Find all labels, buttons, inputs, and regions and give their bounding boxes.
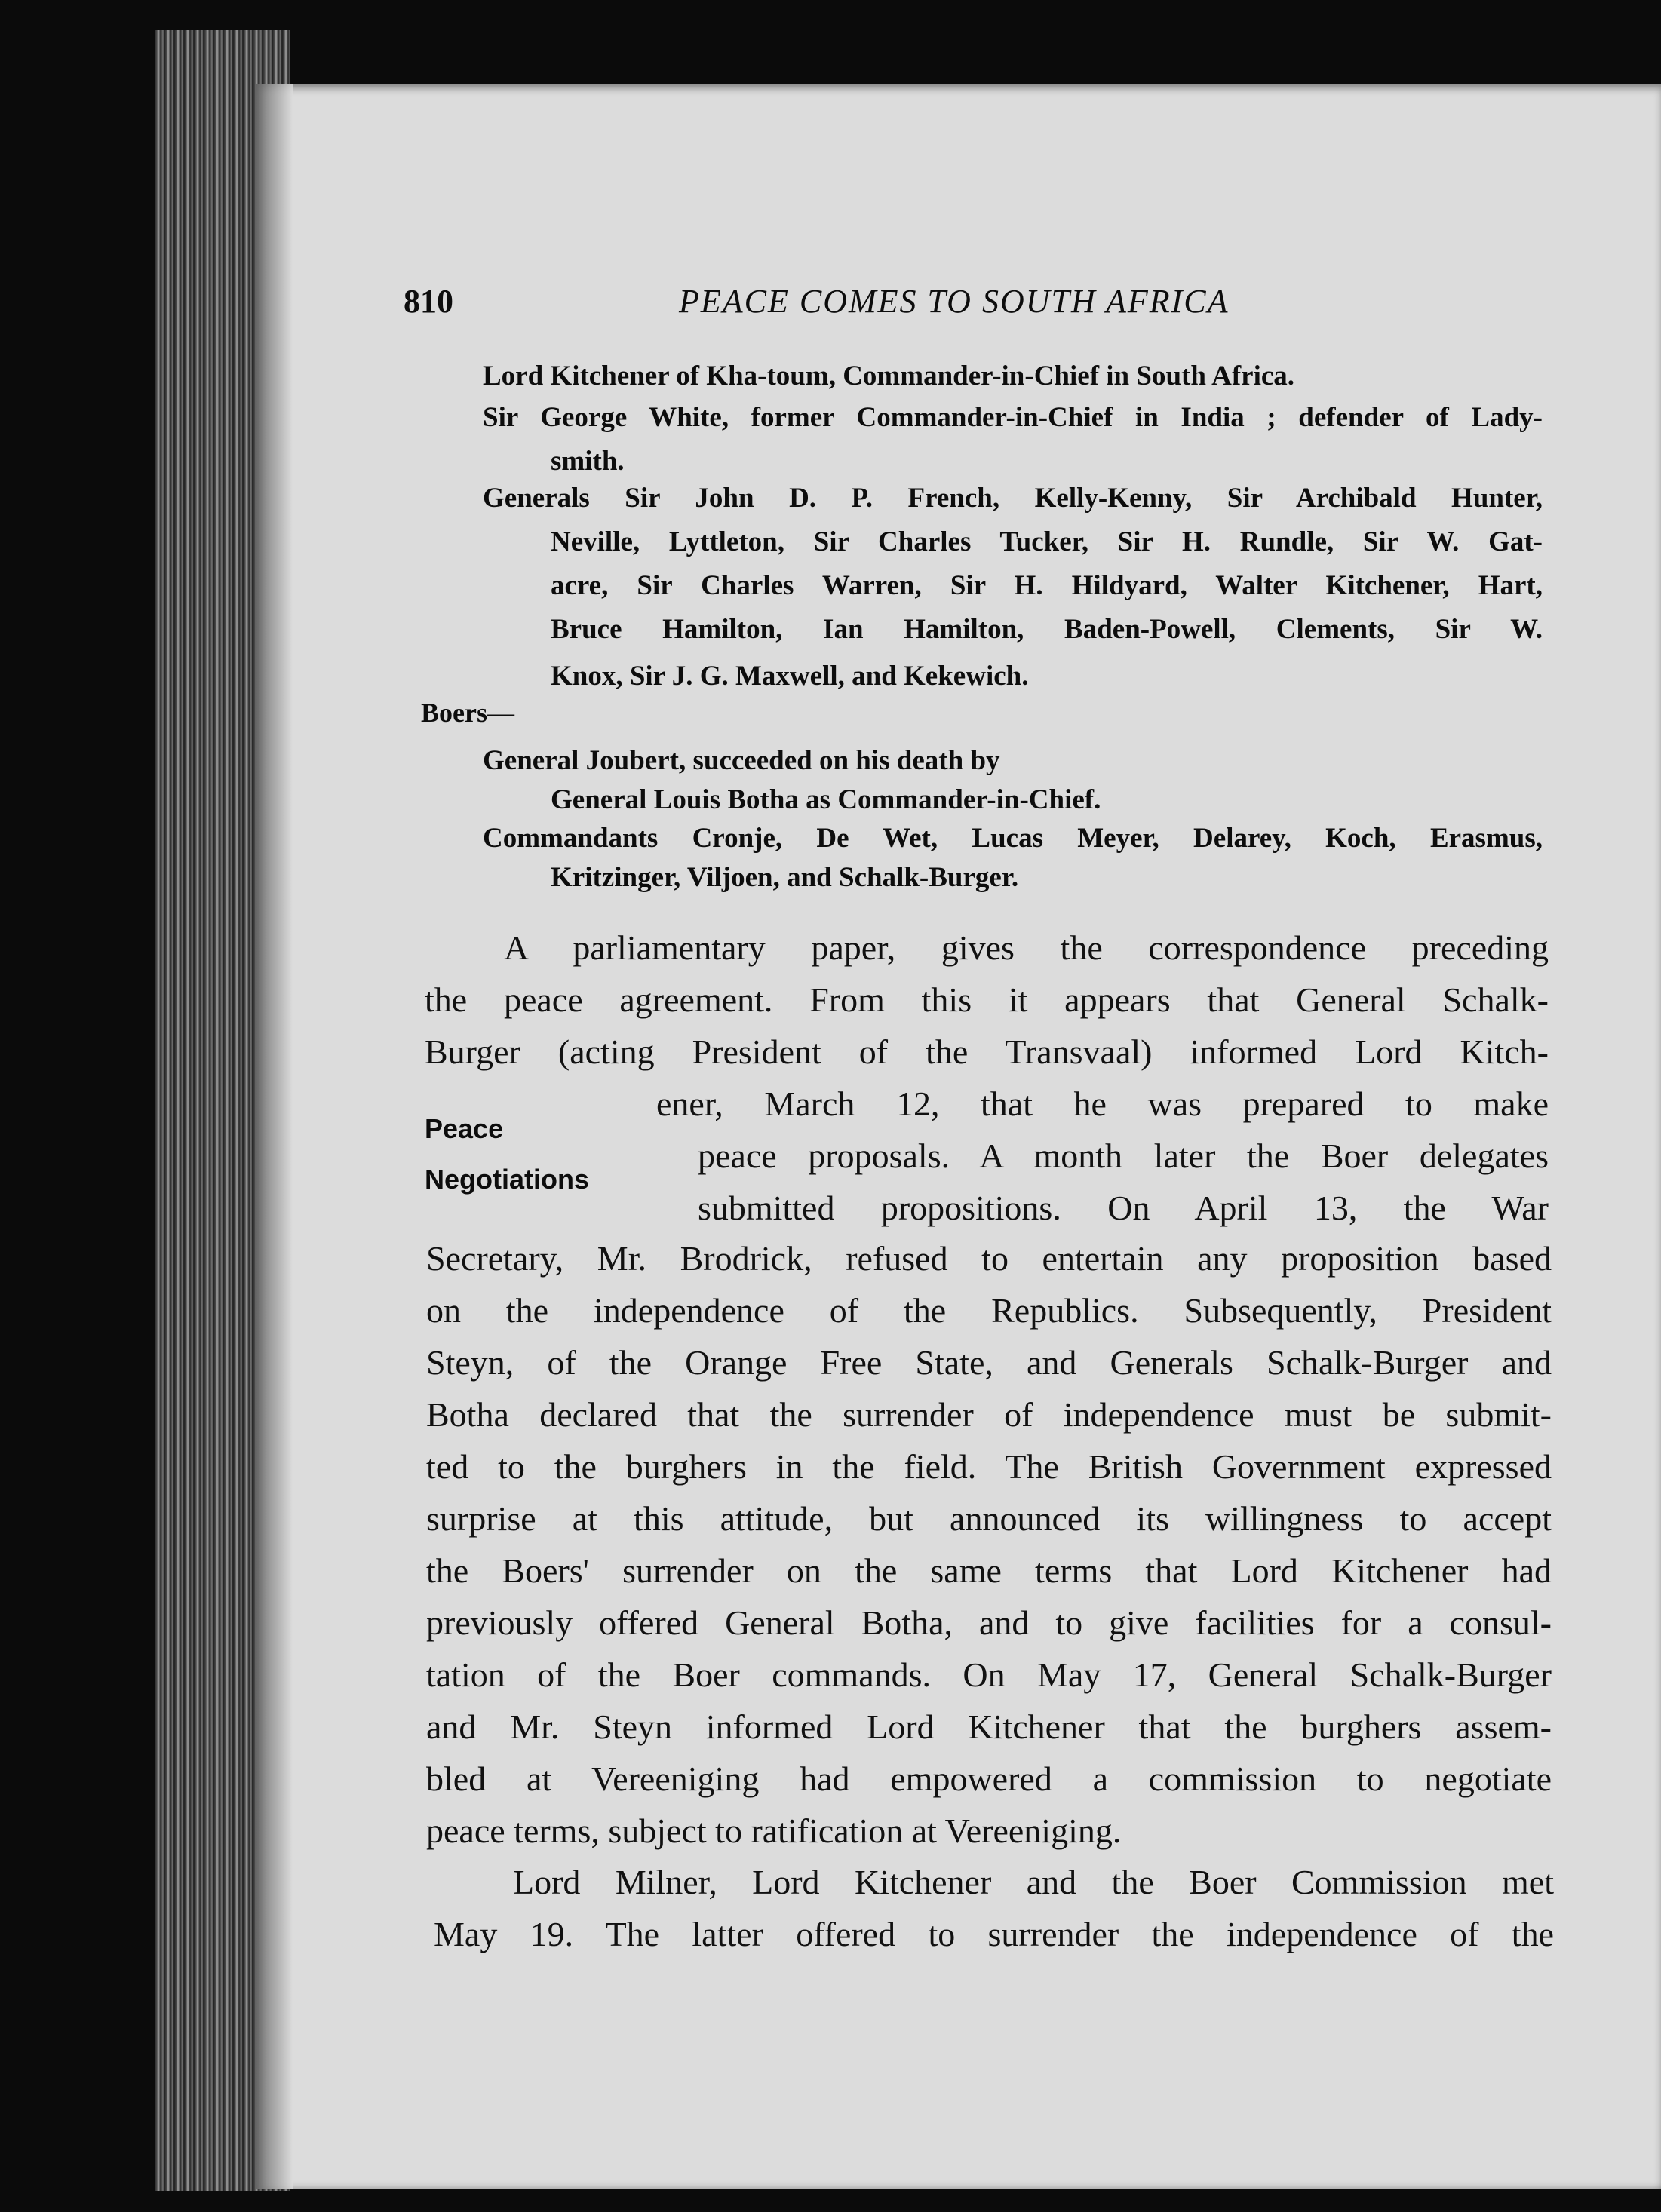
- text-line: the peace agreement. From this it appears that General Schalk-: [425, 980, 1549, 1019]
- page-number: 810: [404, 283, 453, 320]
- list-line: Knox, Sir J. G. Maxwell, and Kekewich.: [551, 661, 1029, 692]
- margin-note: [425, 1103, 589, 1204]
- margin-note-line: Negotiations: [425, 1164, 590, 1195]
- text-line: Secretary, Mr. Brodrick, refused to entertain any proposition based: [426, 1239, 1552, 1278]
- text-line: ted to the burghers in the field. The British Government expressed: [426, 1447, 1552, 1486]
- list-line: General Joubert, succeeded on his death by: [483, 745, 1000, 776]
- text-line: Lord Milner, Lord Kitchener and the Boer Commission met: [513, 1863, 1554, 1901]
- text-line: submitted propositions. On April 13, the War: [698, 1189, 1549, 1227]
- list-entry-generals: [483, 477, 1543, 698]
- text-line: May 19. The latter offered to surrender the independence of the: [434, 1915, 1554, 1953]
- text-line: ener, March 12, that he was prepared to make: [656, 1085, 1549, 1123]
- list-line: acre, Sir Charles Warren, Sir H. Hildyard, Walter Kitchener, Hart,: [551, 570, 1543, 601]
- text-line: tation of the Boer commands. On May 17, General Schalk-Burger: [426, 1655, 1552, 1694]
- page-header: [404, 282, 1558, 335]
- list-line: Generals Sir John D. P. French, Kelly-Kenny, Sir Archibald Hunter,: [483, 483, 1543, 514]
- list-line: Sir George White, former Commander-in-Chief in India ; defender of Lady-: [483, 402, 1543, 433]
- paragraph-2: [434, 1856, 1554, 1960]
- text-line: Steyn, of the Orange Free State, and Generals Schalk-Burger and: [426, 1343, 1552, 1382]
- list-line: Bruce Hamilton, Ian Hamilton, Baden-Powell, Clements, Sir W.: [551, 614, 1543, 645]
- text-line: A parliamentary paper, gives the correspondence preceding: [504, 928, 1549, 967]
- page-gutter-shadow: [256, 84, 293, 2189]
- paragraph-1-indented: [656, 1078, 1549, 1234]
- list-line: smith.: [551, 446, 625, 477]
- text-line: on the independence of the Republics. Subsequently, President: [426, 1291, 1552, 1330]
- list-line: Lord Kitchener of Kha-toum, Commander-in-Chief in South Africa.: [483, 360, 1295, 391]
- text-line: peace terms, subject to ratification at Vereeniging.: [426, 1812, 1122, 1850]
- text-line: Botha declared that the surrender of independence must be submit-: [426, 1395, 1552, 1434]
- text-line: and Mr. Steyn informed Lord Kitchener that the burghers assem-: [426, 1707, 1552, 1746]
- text-line: bled at Vereeniging had empowered a commission to negotiate: [426, 1759, 1552, 1798]
- list-entry-white: [483, 396, 1543, 483]
- text-line: the Boers' surrender on the same terms that Lord Kitchener had: [426, 1551, 1552, 1590]
- list-line: General Louis Botha as Commander-in-Chief.: [551, 784, 1101, 815]
- list-entry-commandants: [483, 817, 1543, 900]
- text-line: surprise at this attitude, but announced its willingness to accept: [426, 1499, 1552, 1538]
- paragraph-1-bottom: [426, 1232, 1552, 1857]
- boers-heading: Boers—: [421, 698, 514, 728]
- list-line: Neville, Lyttleton, Sir Charles Tucker, Sir H. Rundle, Sir W. Gat-: [551, 526, 1543, 557]
- list-line: Commandants Cronje, De Wet, Lucas Meyer, Delarey, Koch, Erasmus,: [483, 823, 1543, 854]
- text-line: previously offered General Botha, and to give facilities for a consul-: [426, 1603, 1552, 1642]
- text-line: Burger (acting President of the Transvaal) informed Lord Kitch-: [425, 1032, 1549, 1071]
- list-line: Kritzinger, Viljoen, and Schalk-Burger.: [551, 862, 1019, 893]
- text-line: peace proposals. A month later the Boer delegates: [698, 1137, 1549, 1175]
- running-head: PEACE COMES TO SOUTH AFRICA: [679, 283, 1230, 320]
- list-entry-joubert: [483, 739, 1543, 822]
- list-entry-kitchener: [483, 354, 1543, 398]
- paragraph-1-top: [425, 922, 1549, 1078]
- margin-note-line: Peace: [425, 1113, 504, 1144]
